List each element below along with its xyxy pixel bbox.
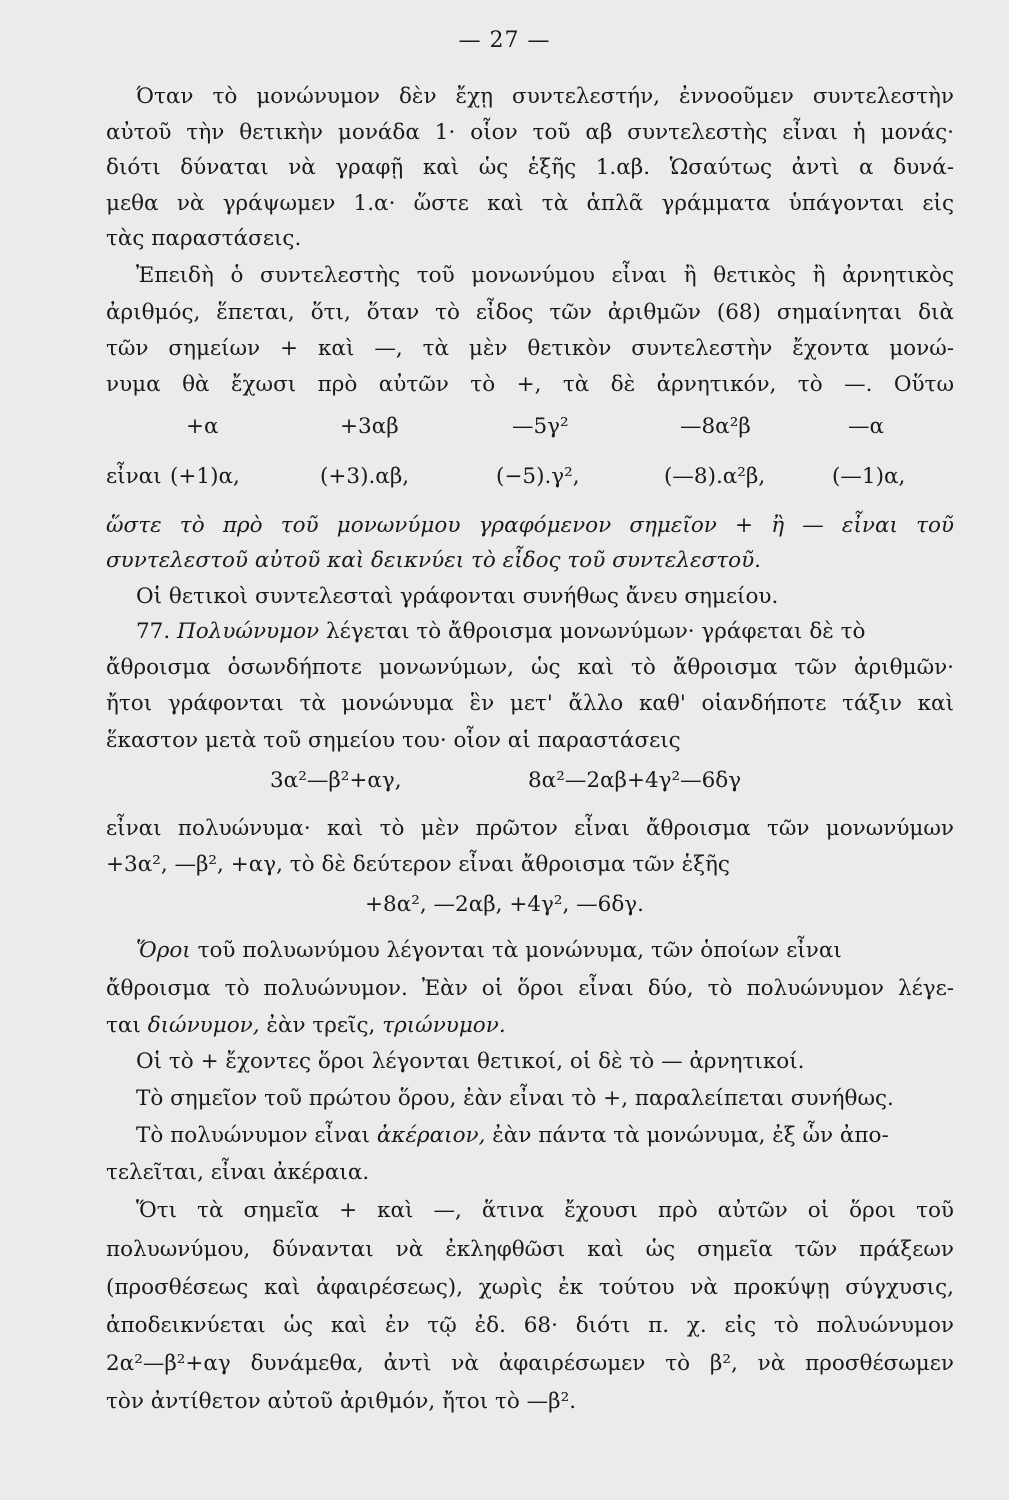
text-line: νυμα θὰ ἔχωσι πρὸ αὐτῶν τὸ +, τὰ δὲ ἀρνητικόν, τὸ —. Οὕτω (106, 372, 954, 397)
defined-term: τριώνυμον. (382, 1013, 506, 1038)
example-monomial: +3αβ (340, 414, 399, 439)
oroi-definition (136, 936, 954, 966)
text-line: Ἐπειδὴ ὁ συντελεστὴς τοῦ μονωνύμου εἶναι ἢ θετικὸς ἢ ἀρνητικὸς (136, 263, 954, 288)
akeraion-definition: Τὸ πολυώνυμον εἶναι ἀκέραιον, ἐὰν πάντα τὰ μονώνυμα, ἐξ ὧν ἀπο- (136, 1123, 889, 1148)
formula: 3α²—β²+αγ, (270, 768, 402, 793)
example-prefix: εἶναι (106, 464, 162, 489)
section-77-heading (136, 617, 954, 647)
example-coefficient: (+1)α, (170, 464, 240, 489)
page-number: — 27 — (458, 28, 551, 53)
formula: 8α²—2αβ+4γ²—6δγ (528, 768, 742, 793)
definition-text: τοῦ πολυωνύμου λέγονται τὰ μονώνυμα, τῶν ὁποίων εἶναι (197, 938, 842, 963)
text-line: ἄθροισμα τὸ πολυώνυμον. Ἐὰν οἱ ὅροι εἶναι δύο, τὸ πολυώνυμον λέγε- (106, 976, 954, 1001)
defined-term: διώνυμον, (147, 1013, 260, 1038)
example-coefficient: (+3).αβ, (320, 464, 410, 489)
text-line: τῶν σημείων + καὶ —, τὰ μὲν θετικὸν συντελεστὴν ἔχοντα μονώ- (106, 336, 954, 361)
defined-term: Πολυώνυμον (177, 619, 320, 644)
text-line: ἕκαστον μετὰ τοῦ σημείου του· οἷον αἱ παραστάσεις (106, 728, 681, 753)
oroi-terms-line: ται διώνυμον, ἐὰν τρεῖς, τριώνυμον. (106, 1013, 506, 1038)
example-monomial: —5γ² (512, 414, 569, 439)
italic-rule-line: ὥστε τὸ πρὸ τοῦ μονωνύμου γραφόμενον σημεῖον + ἢ — εἶναι τοῦ (106, 513, 954, 538)
terms-line: +8α², —2αβ, +4γ², —6δγ. (365, 892, 644, 917)
text-line: ἀποδεικνύεται ὡς καὶ ἐν τῷ ἐδ. 68· διότι π. χ. εἰς τὸ πολυώνυμον (106, 1313, 954, 1338)
text-line: ἀριθμός, ἕπεται, ὅτι, ὅταν τὸ εἶδος τῶν ἀριθμῶν (68) σημαίνηται διὰ (106, 300, 954, 325)
defined-term: Ὅροι (136, 938, 191, 963)
text-line: εἶναι πολυώνυμα· καὶ τὸ μὲν πρῶτον εἶναι ἄθροισμα τῶν μονωνύμων (106, 816, 954, 841)
example-monomial: —α (848, 414, 885, 439)
text-line: τελεῖται, εἶναι ἀκέραια. (106, 1160, 370, 1185)
defined-term: ἀκέραιον, (376, 1123, 486, 1148)
example-coefficient: (—8).α²β, (664, 464, 766, 489)
text-line: Τὸ σημεῖον τοῦ πρώτου ὅρου, ἐὰν εἶναι τὸ +, παραλείπεται συνήθως. (136, 1086, 894, 1111)
italic-rule-line: συντελεστοῦ αὐτοῦ καὶ δεικνύει τὸ εἶδος τοῦ συντελεστοῦ. (106, 548, 761, 573)
text-line: +3α², —β², +αγ, τὸ δὲ δεύτερον εἶναι ἄθροισμα τῶν ἑξῆς (106, 852, 730, 877)
text-line: πολυωνύμου, δύνανται νὰ ἐκληφθῶσι καὶ ὡς σημεῖα τῶν πράξεων (106, 1237, 954, 1262)
text-line: Όταν τὸ μονώνυμον δὲν ἔχῃ συντελεστήν, ἐννοοῦμεν συντελεστὴν (136, 84, 954, 109)
text-line: ἤτοι γράφονται τὰ μονώνυμα ἓν μετ' ἄλλο καθ' οἱανδήποτε τάξιν καὶ (106, 691, 954, 716)
text-line: τὰς παραστάσεις. (106, 226, 302, 251)
text-line: αὐτοῦ τὴν θετικὴν μονάδα 1· οἷον τοῦ αβ συντελεστὴς εἶναι ἡ μονάς· (106, 120, 954, 145)
text-line: Οἱ τὸ + ἔχοντες ὅροι λέγονται θετικοί, οἱ δὲ τὸ — ἀρνητικοί. (136, 1049, 805, 1074)
text-line: Οἱ θετικοὶ συντελεσταὶ γράφονται συνήθως ἄνευ σημείου. (136, 584, 779, 609)
example-coefficient: (−5).γ², (496, 464, 580, 489)
example-coefficient: (—1)α, (832, 464, 906, 489)
text-line: 2α²—β²+αγ δυνάμεθα, ἀντὶ νὰ ἀφαιρέσωμεν τὸ β², νὰ προσθέσωμεν (106, 1351, 954, 1376)
example-monomial: +α (186, 414, 219, 439)
text-line: Ὅτι τὰ σημεῖα + καὶ —, ἅτινα ἔχουσι πρὸ αὐτῶν οἱ ὅροι τοῦ (136, 1198, 954, 1223)
example-monomial: —8α²β (680, 414, 751, 439)
section-number: 77. (136, 619, 171, 644)
text-line: ἄθροισμα ὁσωνδήποτε μονωνύμων, ὡς καὶ τὸ ἄθροισμα τῶν ἀριθμῶν· (106, 655, 954, 680)
text-line: τὸν ἀντίθετον αὐτοῦ ἀριθμόν, ἤτοι τὸ —β². (106, 1389, 577, 1414)
text-line: μεθα νὰ γράψωμεν 1.α· ὥστε καὶ τὰ ἁπλᾶ γράμματα ὑπάγονται εἰς (106, 191, 954, 216)
text-line: διότι δύναται νὰ γραφῇ καὶ ὡς ἑξῆς 1.αβ. Ὡσαύτως ἀντὶ α δυνά- (106, 155, 954, 180)
text-line: (προσθέσεως καὶ ἀφαιρέσεως), χωρὶς ἐκ τούτου νὰ προκύψῃ σύγχυσις, (106, 1275, 954, 1300)
definition-text: λέγεται τὸ ἄθροισμα μονωνύμων· γράφεται δὲ τὸ (325, 619, 866, 644)
